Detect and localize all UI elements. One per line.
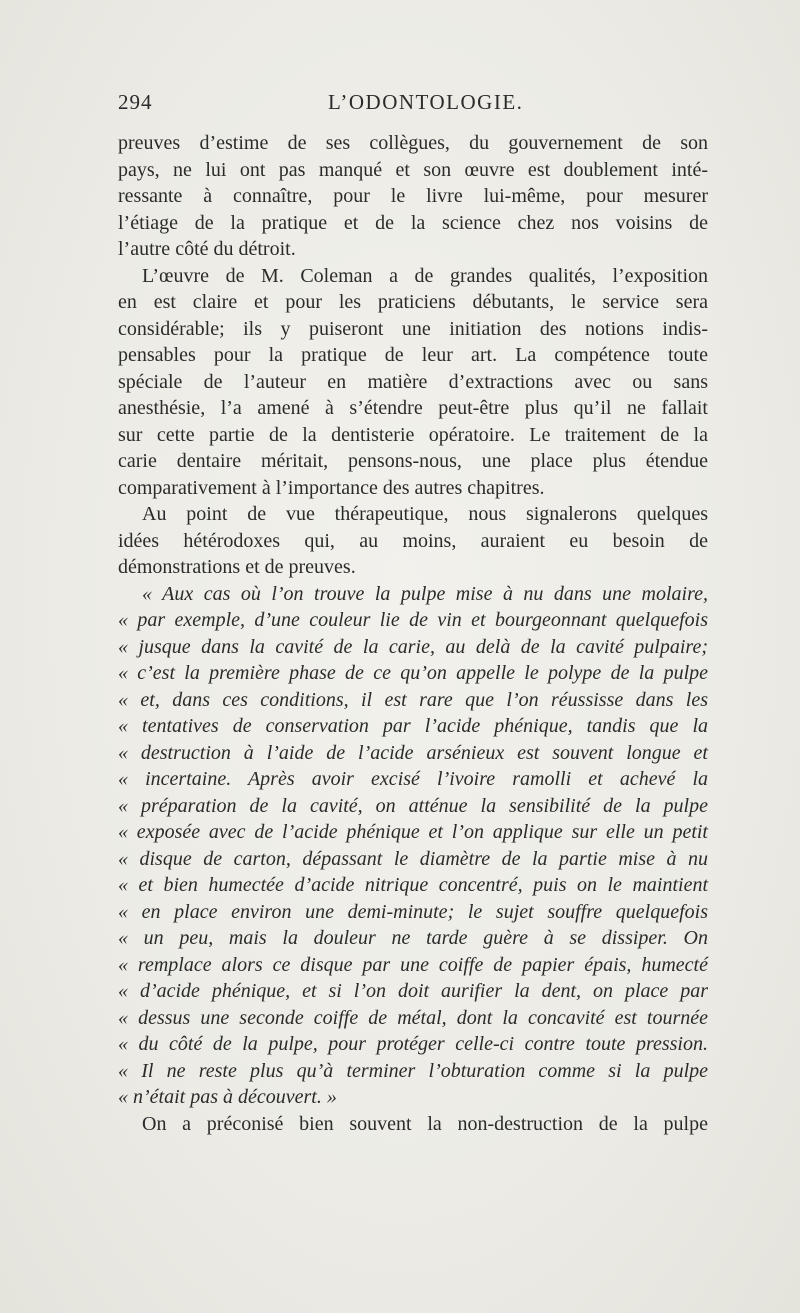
quote-line: « Il ne reste plus qu’à terminer l’obturation comme si la pulpe — [118, 1059, 708, 1082]
body-text — [118, 130, 708, 1137]
text-line: considérable; ils y puiseront une initiation des notions indis- — [118, 317, 708, 340]
quote-line: « remplace alors ce disque par une coiffe de papier épais, humecté — [118, 953, 708, 976]
quote-line: « préparation de la cavité, on atténue la sensibilité de la pulpe — [118, 794, 708, 817]
text-line: démonstrations et de preuves. — [118, 556, 356, 578]
text-line: spéciale de l’auteur en matière d’extractions avec ou sans — [118, 370, 708, 393]
quote-line: « par exemple, d’une couleur lie de vin et bourgeonnant quelquefois — [118, 609, 708, 631]
text-line: l’autre côté du détroit. — [118, 238, 296, 260]
page-number: 294 — [118, 90, 153, 114]
quote-line: « du côté de la pulpe, pour protéger celle-ci contre toute pression. — [118, 1033, 708, 1055]
quote-line: « dessus une seconde coiffe de métal, dont la concavité est tournée — [118, 1006, 708, 1029]
quote-line: « n’était pas à découvert. » — [118, 1086, 337, 1108]
page-header — [118, 84, 708, 118]
quote-line: « incertaine. Après avoir excisé l’ivoire ramolli et achevé la — [118, 768, 708, 790]
quote-line: « et, dans ces conditions, il est rare que l’on réussisse dans les — [118, 688, 708, 711]
text-line: L’œuvre de M. Coleman a de grandes qualités, l’exposition — [142, 264, 708, 287]
quote-line: « et bien humectée d’acide nitrique concentré, puis on le maintient — [118, 874, 708, 896]
quote-line: « destruction à l’aide de l’acide arsénieux est souvent longue et — [118, 741, 708, 764]
quote-line: « tentatives de conservation par l’acide phénique, tandis que la — [118, 715, 708, 737]
text-line: Au point de vue thérapeutique, nous signalerons quelques — [142, 503, 708, 525]
quote-line: « d’acide phénique, et si l’on doit aurifier la dent, on place par — [118, 980, 708, 1002]
quote-line: « en place environ une demi-minute; le sujet souffre quelquefois — [118, 900, 708, 923]
text-line: comparativement à l’importance des autres chapitres. — [118, 476, 545, 499]
quote-line: « un peu, mais la douleur ne tarde guère à se dissiper. On — [118, 927, 708, 949]
quote-line: « exposée avec de l’acide phénique et l’on applique sur elle un petit — [118, 821, 708, 843]
quote-line: « disque de carton, dépassant le diamètre de la partie mise à nu — [118, 847, 708, 870]
text-line: On a préconisé bien souvent la non-destruction de la pulpe — [142, 1112, 708, 1135]
quote-line: « c’est la première phase de ce qu’on appelle le polype de la pulpe — [118, 662, 708, 684]
text-line: idées hétérodoxes qui, au moins, auraient eu besoin de — [118, 529, 708, 552]
text-line: pensables pour la pratique de leur art. La compétence toute — [118, 344, 708, 366]
text-line: sur cette partie de la dentisterie opératoire. Le traitement de la — [118, 423, 708, 446]
text-line: l’étiage de la pratique et de la science chez nos voisins de — [118, 211, 708, 234]
quote-line: « jusque dans la cavité de la carie, au delà de la cavité pulpaire; — [118, 635, 708, 658]
text-line: carie dentaire méritait, pensons-nous, une place plus étendue — [118, 450, 708, 472]
text-line: anesthésie, l’a amené à s’étendre peut-être plus qu’il ne fallait — [118, 397, 708, 419]
quote-line: « Aux cas où l’on trouve la pulpe mise à nu dans une molaire, — [142, 582, 708, 605]
text-line: preuves d’estime de ses collègues, du gouvernement de son — [118, 132, 708, 154]
running-title: L’ODONTOLOGIE. — [328, 90, 524, 114]
text-line: pays, ne lui ont pas manqué et son œuvre est doublement inté- — [118, 158, 708, 181]
text-line: ressante à connaître, pour le livre lui-même, pour mesurer — [118, 185, 708, 207]
text-line: en est claire et pour les praticiens débutants, le service sera — [118, 291, 708, 313]
